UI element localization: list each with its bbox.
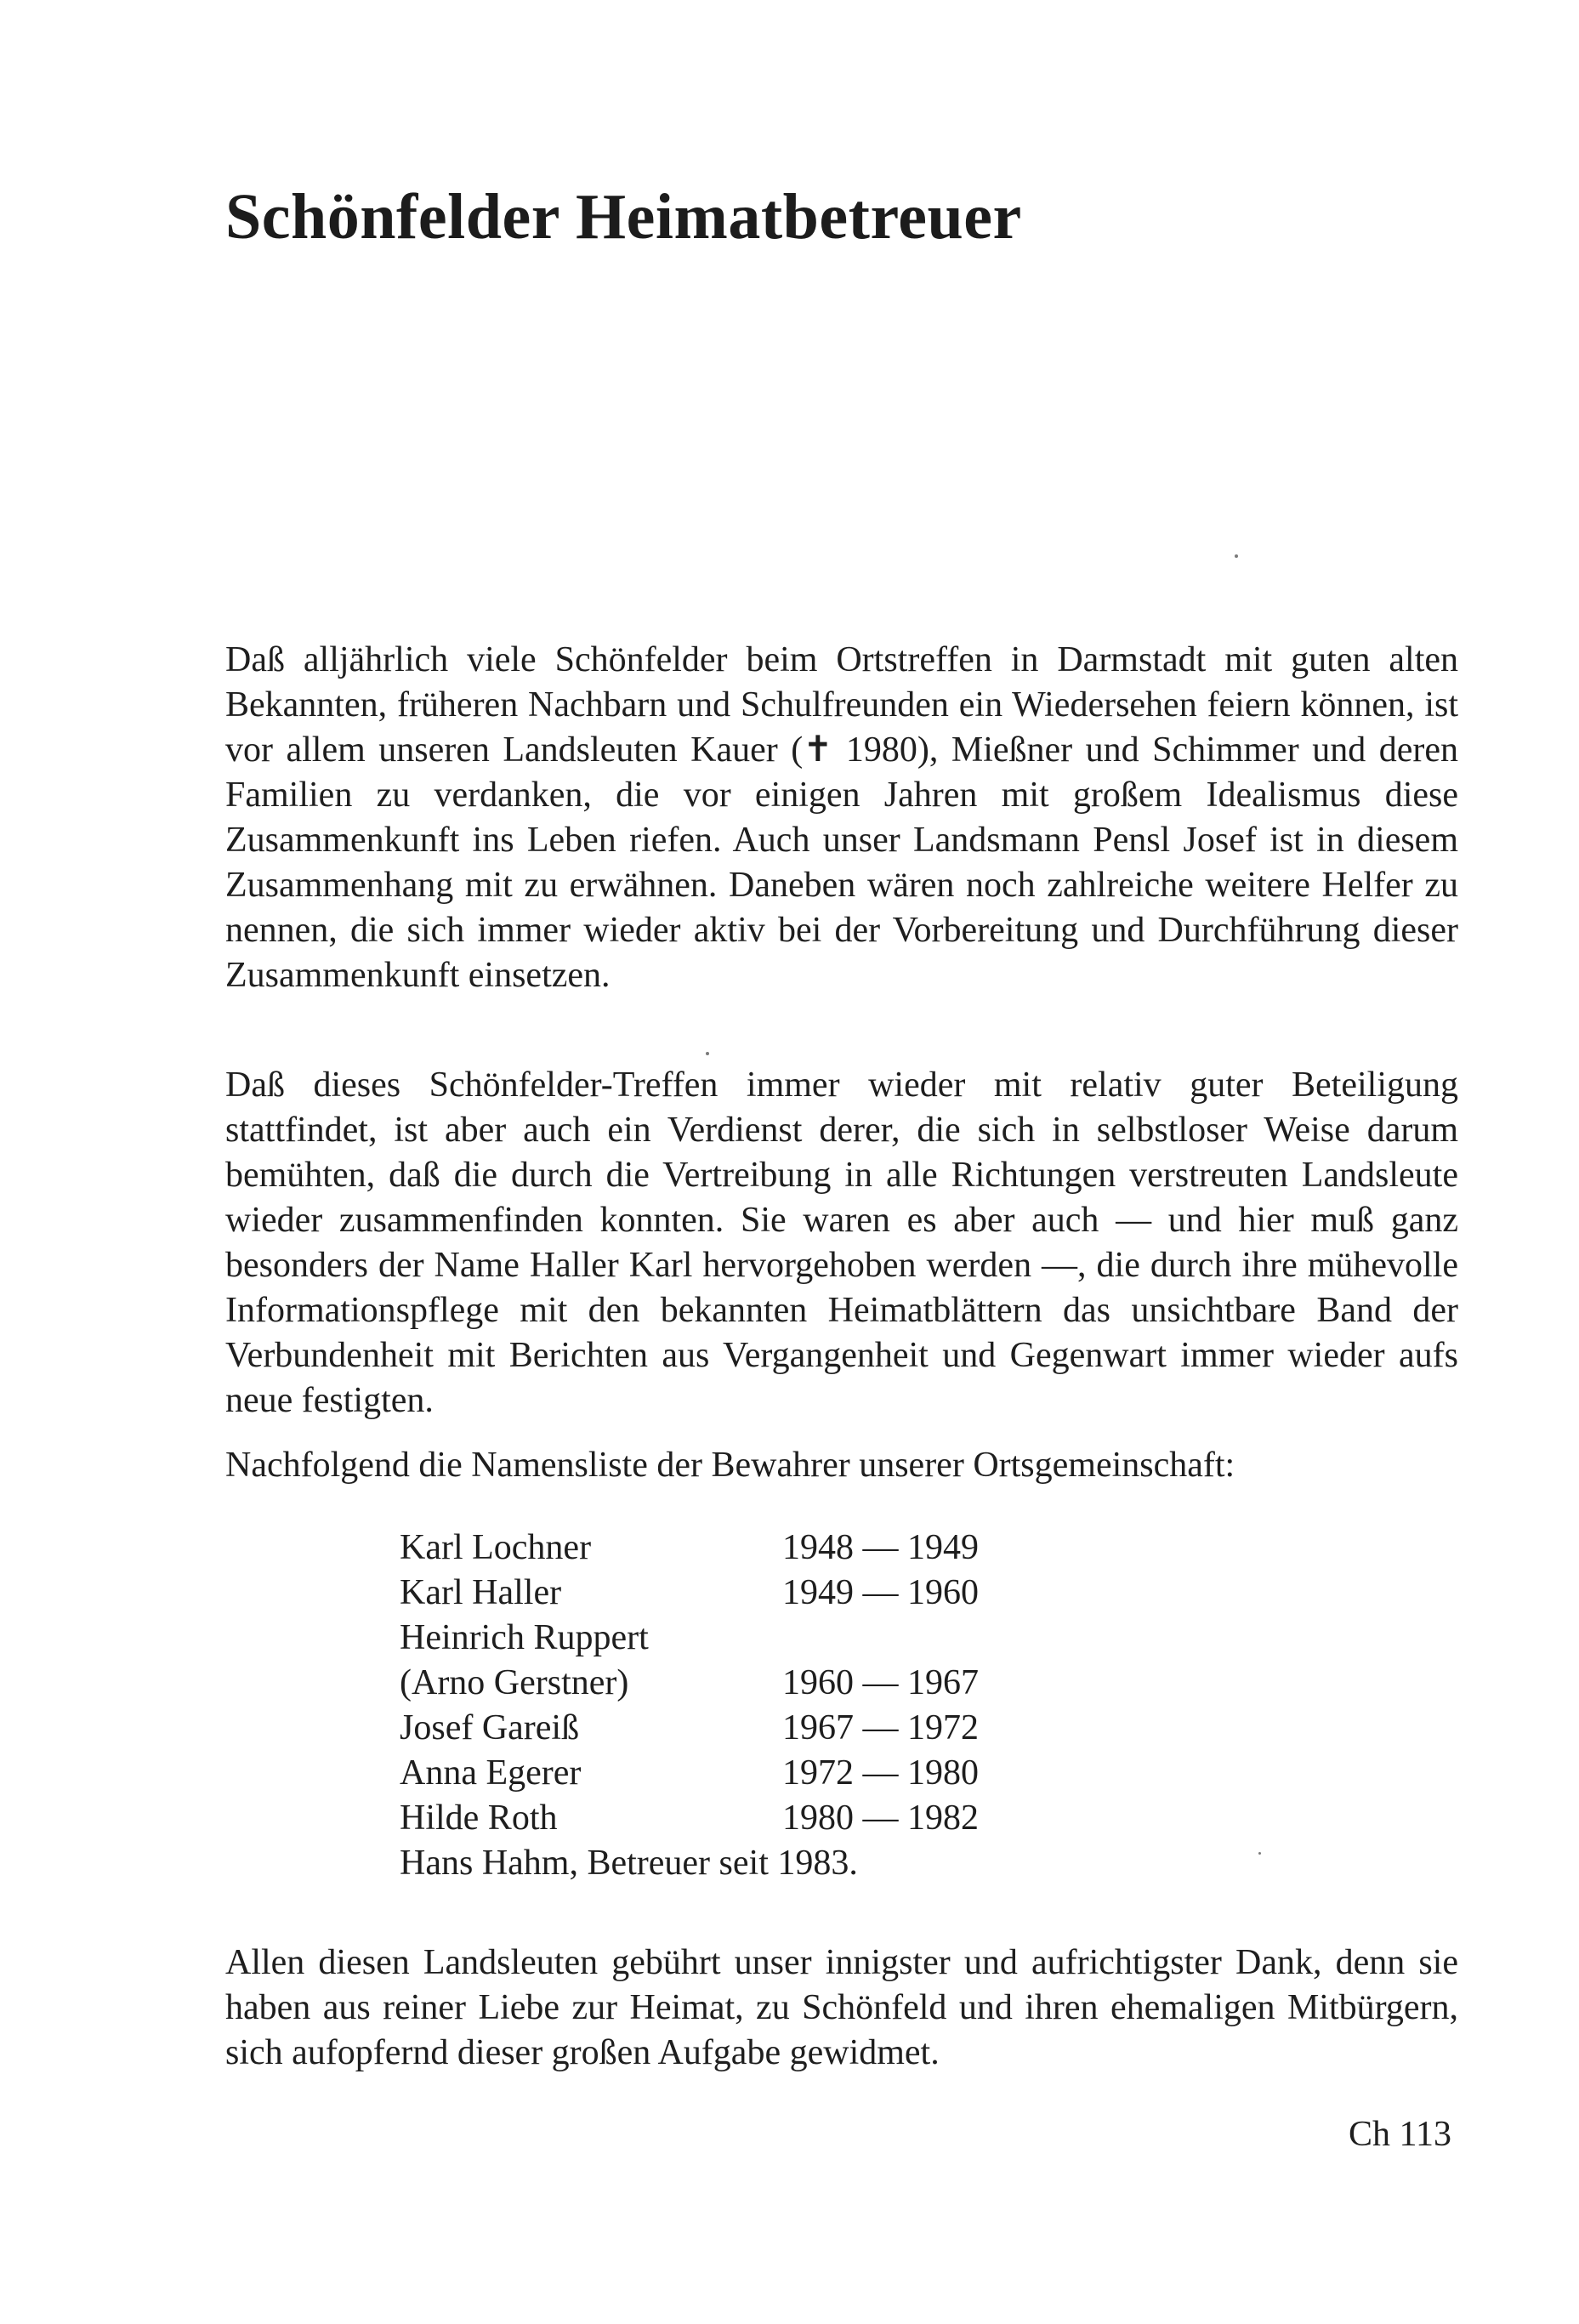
caretaker-name: Karl Lochner <box>400 1528 592 1567</box>
caretaker-name: Hilde Roth <box>400 1798 558 1838</box>
scan-speck <box>706 1052 709 1055</box>
paragraph-merit <box>225 1063 1458 1423</box>
caretaker-years: 1948 — 1949 <box>782 1528 979 1567</box>
caretaker-name: Karl Haller <box>400 1573 562 1612</box>
paragraph-list-intro <box>225 1443 1458 1488</box>
paragraph-text: Allen diesen Landsleuten gebührt unser innigster und aufrichtigster Dank, denn sie haben aus reiner Liebe zur Heimat, zu Schönfeld und ihren ehemaligen Mitbürgern, sich aufopfernd dieser großen Aufgabe gewidmet. <box>225 1943 1458 2072</box>
list-item <box>400 1706 1003 1751</box>
scan-speck <box>1258 1852 1261 1855</box>
scan-speck <box>1235 554 1238 558</box>
list-item <box>400 1526 1003 1571</box>
current-caretaker: Hans Hahm, Betreuer seit 1983. <box>400 1844 858 1883</box>
caretaker-years: 1972 — 1980 <box>782 1753 979 1793</box>
list-item <box>400 1751 1003 1796</box>
list-item <box>400 1796 1003 1841</box>
list-item <box>400 1571 1003 1616</box>
caretaker-years <box>782 1616 1003 1661</box>
caretaker-name: Josef Gareiß <box>400 1708 580 1747</box>
caretaker-years: 1949 — 1960 <box>782 1573 979 1612</box>
caretaker-list <box>400 1526 1003 1886</box>
paragraph-text: Daß alljährlich viele Schönfelder beim Ortstreffen in Darmstadt mit guten alten Bekannten, früheren Nachbarn und Schulfreunden ein Wiedersehen feiern können, ist vor allem unseren Landsleuten Kauer (✝ 1980), Mießner und Schimmer und deren Familien zu verdanken, die vor einigen Jahren mit großem Idealismus diese Zusammenkunft ins Leben riefen. Auch unser Landsmann Pensl Josef ist in diesem Zusammenhang mit zu erwähnen. Daneben wären noch zahlreiche weitere Helfer zu nennen, die sich immer wieder aktiv bei der Vorbereitung und Durchführung dieser Zusammenkunft einsetzen. <box>225 640 1458 995</box>
paragraph-text: Daß dieses Schönfelder-Treffen immer wieder mit relativ guter Beteiligung stattfindet, ist aber auch ein Verdienst derer, die sich in selbstloser Weise darum bemühten, daß die durch die Vertreibung in alle Richtungen verstreuten Landsleute wieder zusammenfinden konnten. Sie waren es aber auch — und hier muß ganz besonders der Name Haller Karl hervorgehoben werden —, die durch ihre mühevolle Informationspflege mit den bekannten Heimatblättern das unsichtbare Band der Verbundenheit mit Berichten aus Vergangenheit und Gegenwart immer wieder aufs neue festigten. <box>225 1065 1458 1420</box>
caretaker-years: 1967 — 1972 <box>782 1708 979 1747</box>
caretaker-years: 1960 — 1967 <box>782 1663 979 1702</box>
paragraph-thanks <box>225 1940 1458 2076</box>
page-number: Ch 113 <box>1349 2115 1451 2154</box>
caretaker-years: 1980 — 1982 <box>782 1798 979 1838</box>
paragraph-text: Nachfolgend die Namensliste der Bewahrer unserer Ortsgemeinschaft: <box>225 1446 1235 1485</box>
paragraph-intro <box>225 638 1458 998</box>
page-title: Schönfelder Heimatbetreuer <box>225 181 1022 253</box>
caretaker-name: Heinrich Ruppert <box>400 1618 649 1657</box>
list-item <box>400 1616 1003 1661</box>
list-item <box>400 1661 1003 1706</box>
caretaker-name: Anna Egerer <box>400 1753 582 1793</box>
caretaker-name: (Arno Gerstner) <box>400 1663 629 1702</box>
